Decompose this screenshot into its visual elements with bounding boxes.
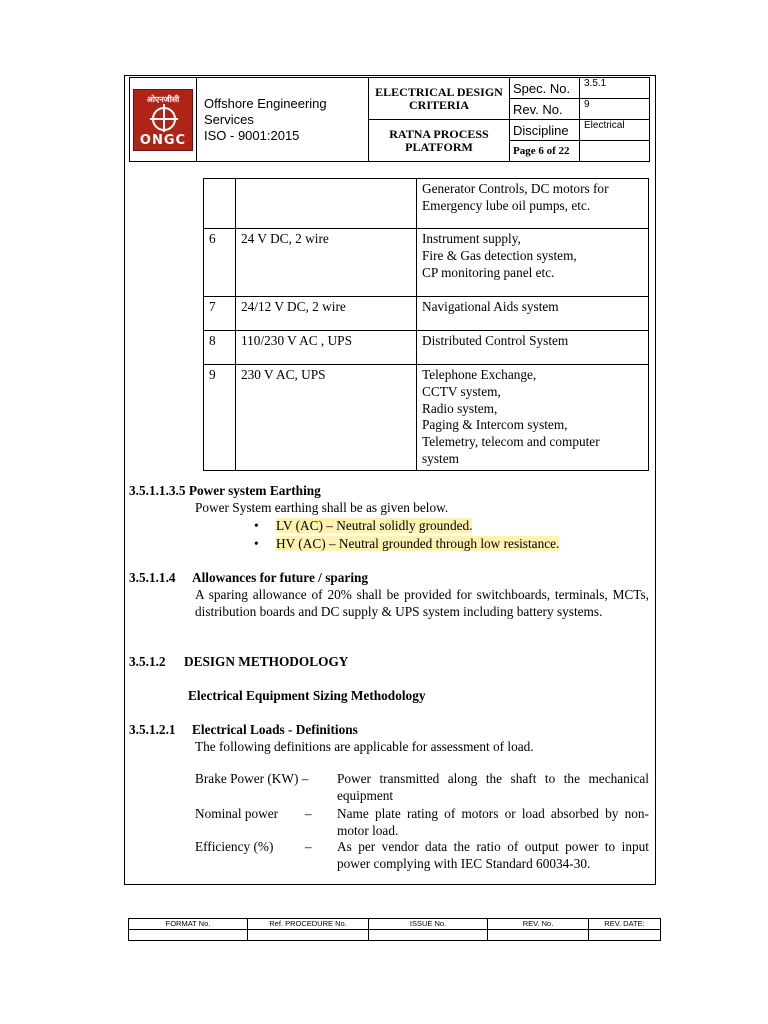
discipline-value: Electrical (580, 120, 650, 141)
footer-rev-date: REV. DATE: (589, 919, 661, 930)
definition-row (195, 770, 649, 804)
rev-no-label: Rev. No. (510, 99, 580, 120)
footer-format-no: FORMAT No. (129, 919, 248, 930)
row-voltage: 24 V DC, 2 wire (236, 229, 417, 297)
row-use (417, 365, 649, 471)
use-line: system (422, 450, 459, 466)
use-line: CP monitoring panel etc. (422, 264, 555, 280)
ongc-logo (133, 89, 193, 151)
definition-row (195, 805, 649, 839)
row-use (417, 179, 649, 229)
spec-no-label: Spec. No. (510, 78, 580, 99)
footer-ref-procedure: Ref. PROCEDURE No. (248, 919, 369, 930)
table-row (204, 179, 649, 229)
table-row (204, 365, 649, 471)
definition-term: Brake Power (KW) – (195, 771, 309, 786)
allowances-heading: Allowances for future / sparing (192, 570, 369, 585)
footer-cell (129, 930, 248, 941)
footer-cell (488, 930, 589, 941)
bullet-text: HV (AC) – Neutral grounded through low resistance. (276, 536, 560, 551)
definition-desc: As per vendor data the ratio of output power to input power complying with IEC Standard 60034-30. (337, 839, 649, 871)
title-line-2: CRITERIA (408, 97, 469, 112)
list-item (254, 535, 559, 552)
footer-cell (589, 930, 661, 941)
use-line: Distributed Control System (422, 333, 569, 348)
document-header (129, 77, 650, 160)
loads-intro: The following definitions are applicable for assessment of load. (195, 739, 534, 754)
use-line: Generator Controls, DC motors for (422, 181, 609, 196)
row-no: 8 (204, 331, 236, 365)
footer-value-row (129, 930, 661, 941)
org-name (197, 78, 369, 162)
use-line: Navigational Aids system (422, 299, 559, 314)
use-line: Emergency lube oil pumps, etc. (422, 197, 591, 213)
page-number-blank (580, 141, 650, 162)
table-row (204, 229, 649, 297)
row-voltage: 110/230 V AC , UPS (236, 331, 417, 365)
row-no: 7 (204, 297, 236, 331)
title-line-1: ELECTRICAL DESIGN (375, 84, 503, 99)
footer-cell (369, 930, 488, 941)
use-line: Radio system, (422, 400, 498, 416)
bullet-icon: • (254, 536, 259, 551)
use-line: Fire & Gas detection system, (422, 247, 577, 263)
logo-text: ONGC (139, 132, 187, 148)
page-number: Page 6 of 22 (510, 141, 580, 162)
row-no: 6 (204, 229, 236, 297)
use-line: Paging & Intercom system, (422, 417, 568, 433)
table-row (204, 331, 649, 365)
row-use (417, 229, 649, 297)
row-voltage: 24/12 V DC, 2 wire (236, 297, 417, 331)
design-subheading: Electrical Equipment Sizing Methodology (188, 688, 426, 703)
doc-title-bottom (369, 120, 510, 162)
use-line: Telemetry, telecom and computer (422, 434, 600, 450)
logo-emblem-icon (152, 107, 176, 131)
footer-cell (248, 930, 369, 941)
rev-no-value: 9 (580, 99, 650, 120)
discipline-label: Discipline (510, 120, 580, 141)
logo-cell (130, 78, 197, 162)
footer-table (128, 918, 661, 941)
table-row (204, 297, 649, 331)
earthing-heading: 3.5.1.1.3.5 Power system Earthing (129, 483, 321, 498)
definition-desc: Name plate rating of motors or load absorbed by non-motor load. (337, 806, 649, 838)
row-use (417, 331, 649, 365)
definition-term: Nominal power (195, 806, 279, 821)
allowances-body: A sparing allowance of 20% shall be provided for switchboards, terminals, MCTs, distribution boards and DC supply & UPS system including battery systems. (195, 587, 649, 619)
bullet-text: LV (AC) – Neutral solidly grounded. (276, 518, 473, 533)
definition-row (195, 838, 649, 872)
earthing-intro: Power System earthing shall be as given below. (195, 500, 449, 515)
row-use (417, 297, 649, 331)
use-line: CCTV system, (422, 383, 501, 399)
definition-dash: – (305, 806, 312, 821)
doc-title-top (369, 78, 510, 120)
definition-desc: Power transmitted along the shaft to the mechanical equipment (337, 771, 649, 803)
footer-header-row (129, 919, 661, 930)
allowances-number: 3.5.1.1.4 (129, 570, 176, 585)
row-no: 9 (204, 365, 236, 471)
row-voltage (236, 179, 417, 229)
voltage-table (203, 178, 649, 471)
footer-rev-no: REV. No. (488, 919, 589, 930)
row-voltage: 230 V AC, UPS (236, 365, 417, 471)
title-line-4: PLATFORM (405, 139, 473, 154)
footer-issue-no: ISSUE No. (369, 919, 488, 930)
logo-hindi-text: ओएनजीसी (146, 94, 180, 104)
spec-no-value: 3.5.1 (580, 78, 650, 99)
org-iso: ISO - 9001:2015 (204, 127, 300, 143)
design-heading: DESIGN METHODOLOGY (184, 654, 349, 669)
use-line: Telephone Exchange, (422, 367, 537, 382)
title-line-3: RATNA PROCESS (389, 126, 489, 141)
design-number: 3.5.1.2 (129, 654, 166, 669)
loads-number: 3.5.1.2.1 (129, 722, 176, 737)
loads-heading: Electrical Loads - Definitions (192, 722, 358, 737)
definition-term: Efficiency (%) (195, 839, 274, 854)
bullet-icon: • (254, 518, 259, 533)
org-line-1: Offshore Engineering (204, 95, 327, 111)
org-line-2: Services (204, 111, 254, 127)
use-line: Instrument supply, (422, 231, 521, 246)
row-no (204, 179, 236, 229)
definition-dash: – (305, 839, 312, 854)
list-item (254, 517, 472, 534)
